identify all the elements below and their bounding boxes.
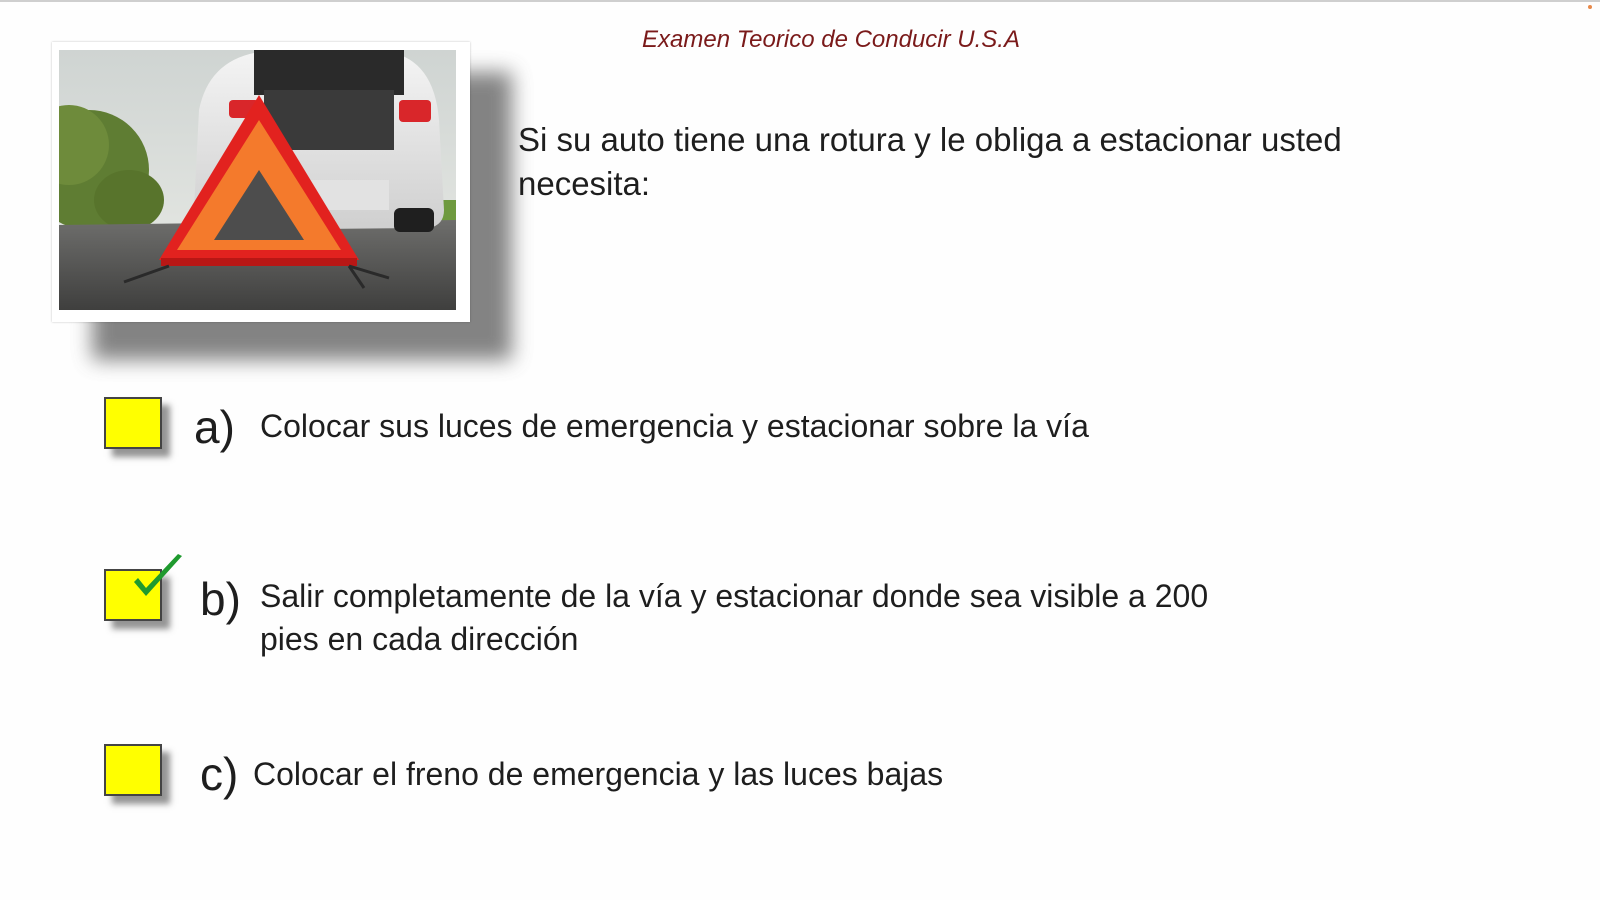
option-b-letter: b) [200, 573, 241, 625]
warning-triangle-photo [59, 50, 456, 310]
option-b-text: Salir completamente de la vía y estacionar donde sea visible a 200 pies en cada dirección [260, 578, 1209, 657]
option-c-text: Colocar el freno de emergencia y las luces bajas [253, 756, 944, 792]
checkmark-icon [128, 550, 188, 610]
corner-marker [1588, 5, 1592, 9]
option-c-checkbox[interactable] [104, 744, 162, 796]
option-c-letter: c) [200, 748, 239, 800]
option-a-letter: a) [194, 401, 235, 453]
option-a-checkbox[interactable] [104, 397, 162, 449]
photo-frame [52, 42, 470, 322]
question-text: Si su auto tiene una rotura y le obliga a estacionar usted necesita: [518, 121, 1342, 202]
exam-title: Examen Teorico de Conducir U.S.A [642, 26, 1020, 53]
option-a-text: Colocar sus luces de emergencia y estacionar sobre la vía [260, 408, 1089, 444]
